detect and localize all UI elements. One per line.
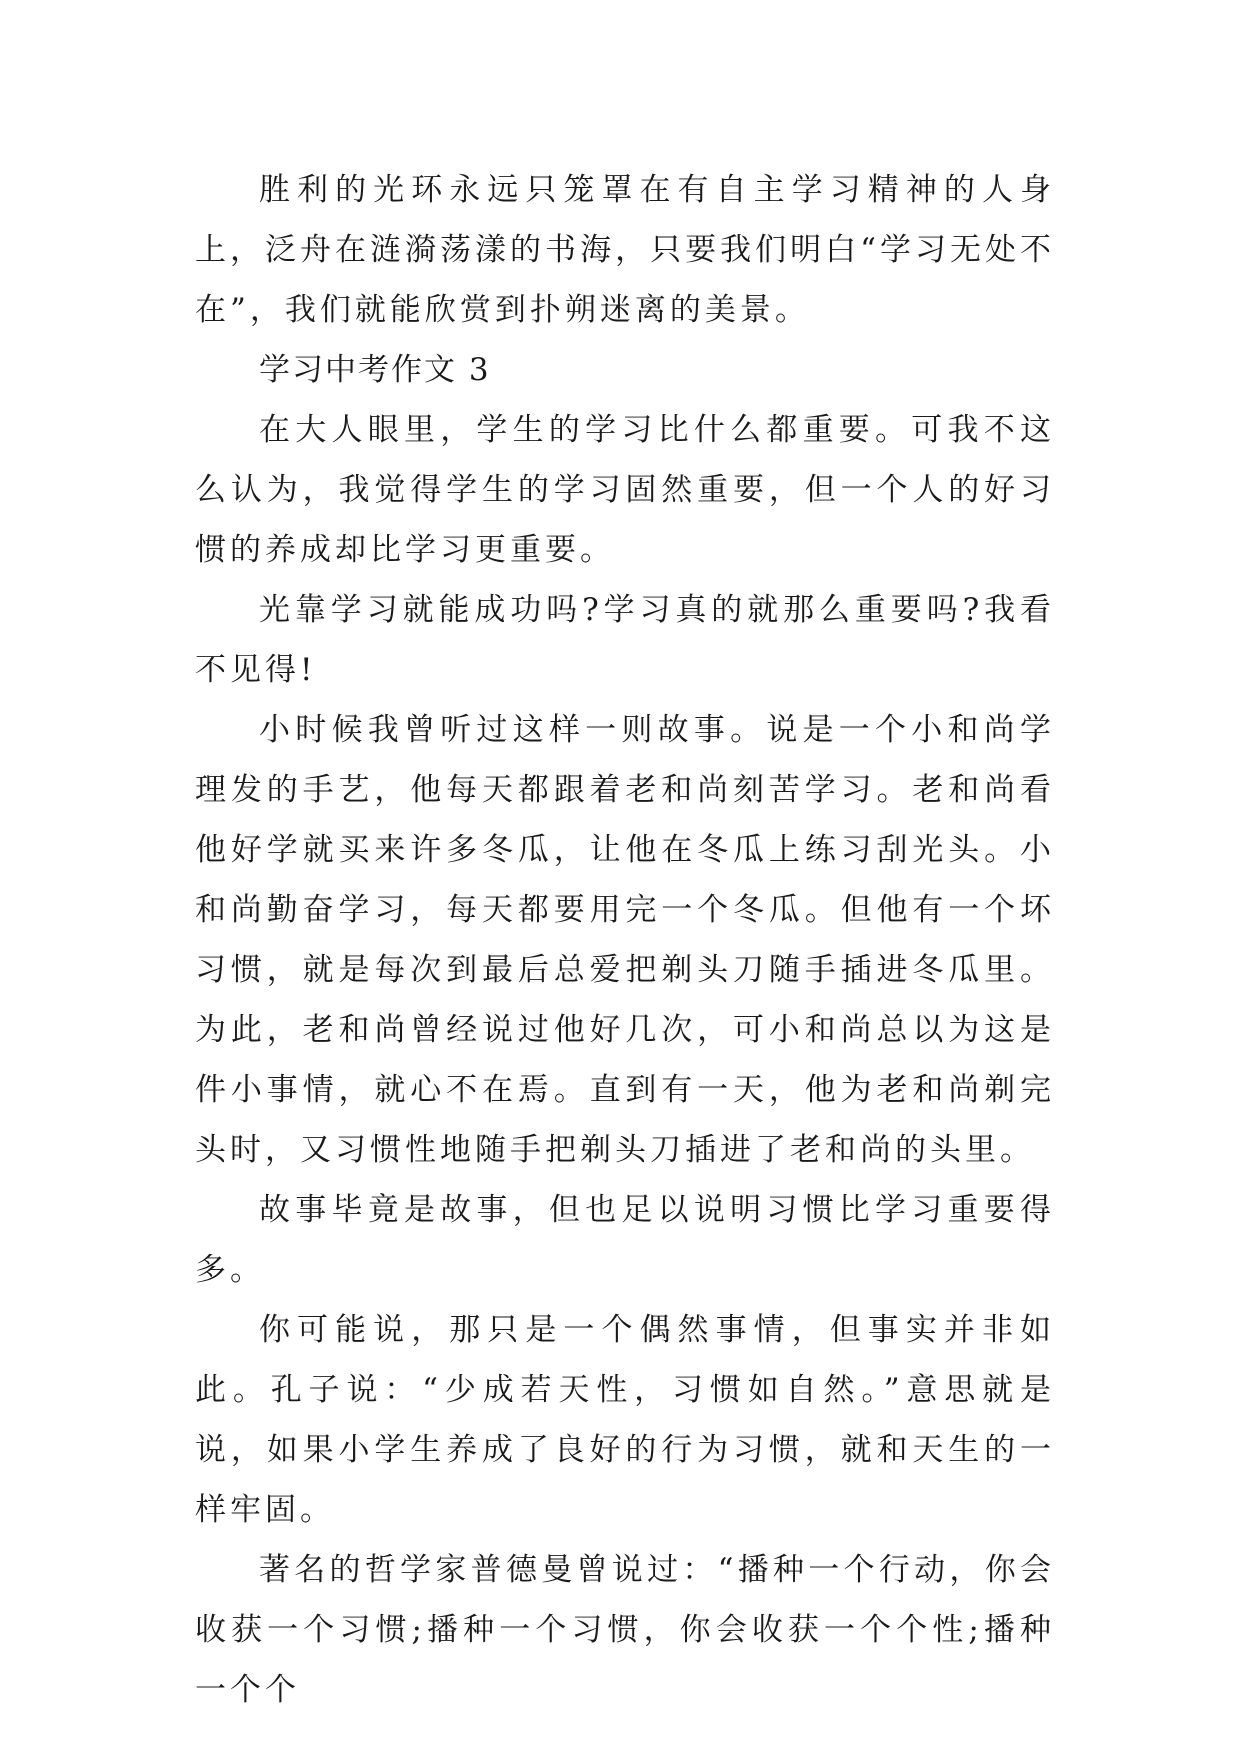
body-paragraph: 故事毕竟是故事，但也足以说明习惯比学习重要得多。 (195, 1192, 1055, 1288)
intro-paragraph: 胜利的光环永远只笼罩在有自主学习精神的人身上，泛舟在涟漪荡漾的书海，只要我们明白“学习无处不在”，我们就能欣赏到扑朔迷离的美景。 (195, 172, 1055, 328)
body-paragraph: 在大人眼里，学生的学习比什么都重要。可我不这么认为，我觉得学生的学习固然重要，但一个人的好习惯的养成却比学习更重要。 (195, 412, 1055, 568)
body-paragraph: 你可能说，那只是一个偶然事情，但事实并非如此。孔子说：“少成若天性，习惯如自然。”意思就是说，如果小学生养成了良好的行为习惯，就和天生的一样牢固。 (195, 1312, 1055, 1528)
body-paragraph: 著名的哲学家普德曼曾说过：“播种一个行动，你会收获一个习惯;播种一个习惯，你会收获一个个性;播种一个个 (195, 1552, 1055, 1708)
body-paragraph: 光靠学习就能成功吗?学习真的就那么重要吗?我看不见得! (195, 592, 1055, 688)
body-paragraph: 小时候我曾听过这样一则故事。说是一个小和尚学理发的手艺，他每天都跟着老和尚刻苦学习。老和尚看他好学就买来许多冬瓜，让他在冬瓜上练习刮光头。小和尚勤奋学习，每天都要用完一个冬瓜。但他有一个坏习惯，就是每次到最后总爱把剃头刀随手插进冬瓜里。为此，老和尚曾经说过他好几次，可小和尚总以为这是件小事情，就心不在焉。直到有一天，他为老和尚剃完头时，又习惯性地随手把剃头刀插进了老和尚的头里。 (195, 712, 1055, 1168)
section-title: 学习中考作文 3 (259, 352, 491, 388)
document-body (195, 160, 1055, 1720)
